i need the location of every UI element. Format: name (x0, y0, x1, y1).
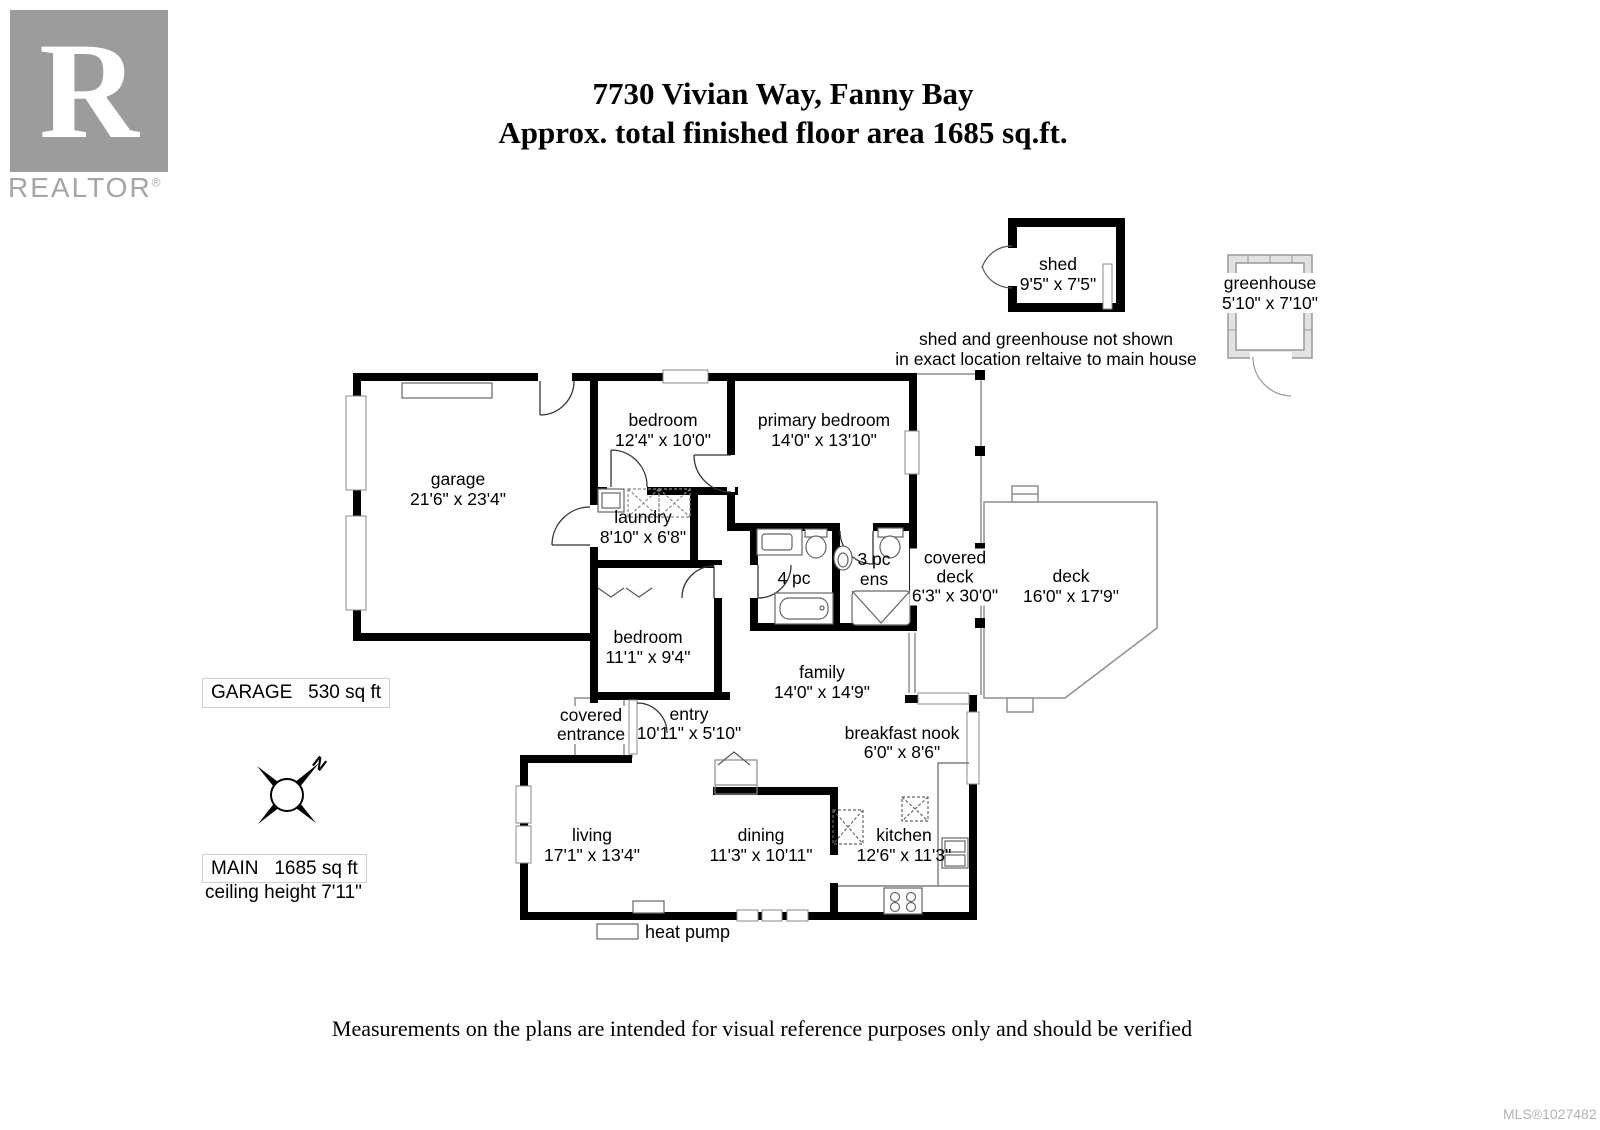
label-living (544, 825, 640, 865)
registered-mark: ® (151, 175, 163, 190)
compass-north-letter: N (308, 752, 331, 775)
covered-entrance-line1: covered (559, 705, 623, 725)
label-bedroom-upper (615, 410, 711, 450)
bath-4pc-name: 4 pc (777, 568, 811, 588)
greenhouse-name: greenhouse (1223, 273, 1317, 293)
shed-dims: 9'5" x 7'5" (1019, 274, 1097, 294)
bedroom-lower-dims: 11'1" x 9'4" (605, 647, 691, 667)
realtor-logo-letter: R (39, 14, 139, 167)
main-area-box: MAIN 1685 sq ft (202, 854, 367, 883)
living-dims: 17'1" x 13'4" (544, 845, 640, 865)
label-entry (637, 705, 741, 743)
shed-name: shed (1039, 254, 1077, 274)
label-garage (410, 469, 506, 509)
kitchen-dims: 12'6" x 11'3" (856, 845, 952, 865)
laundry-dims: 8'10" x 6'8" (599, 527, 687, 547)
label-bath-4pc (777, 568, 810, 588)
title-area: Approx. total finished floor area 1685 sq.ft. (498, 115, 1068, 150)
dining-name: dining (737, 825, 785, 845)
garage-dims: 21'6" x 23'4" (410, 489, 506, 509)
covered-deck-line1: covered (923, 547, 987, 568)
bedroom-upper-dims: 12'4" x 10'0" (615, 430, 711, 450)
greenhouse-dims: 5'10" x 7'10" (1222, 293, 1318, 313)
ceiling-height-text: ceiling height 7'11" (205, 882, 362, 903)
covered-deck-dims: 6'3" x 30'0" (911, 585, 999, 606)
family-name: family (799, 662, 845, 682)
ens-3pc-line2: ens (859, 569, 889, 589)
living-name: living (572, 825, 612, 845)
label-kitchen (857, 825, 952, 865)
bedroom-lower-name: bedroom (613, 627, 683, 647)
primary-bedroom-name: primary bedroom (757, 410, 891, 430)
label-shed (1020, 254, 1097, 294)
garage-name: garage (430, 469, 486, 489)
garage-area-box: GARAGE 530 sq ft (202, 678, 390, 708)
mls-number: MLS®1027482 (1503, 1106, 1597, 1122)
label-greenhouse (1220, 273, 1320, 313)
ens-3pc-line1: 3 pc (857, 549, 891, 569)
breakfast-nook-dims: 6'0" x 8'6" (863, 742, 941, 762)
realtor-wordmark-text: REALTOR (8, 172, 152, 203)
kitchen-name: kitchen (876, 825, 932, 845)
deck-name: deck (1052, 566, 1090, 586)
title-address: 7730 Vivian Way, Fanny Bay (592, 76, 974, 111)
label-laundry (600, 507, 686, 547)
label-bedroom-lower (606, 627, 691, 667)
label-covered-entrance (555, 706, 627, 744)
laundry-name: laundry (614, 507, 672, 527)
entry-dims: 10'11" x 5'10" (636, 723, 742, 743)
entry-name: entry (669, 704, 709, 724)
primary-bedroom-dims: 14'0" x 13'10" (771, 430, 877, 450)
breakfast-nook-name: breakfast nook (844, 723, 960, 743)
deck-dims: 16'0" x 17'9" (1023, 586, 1119, 606)
heat-pump-label: heat pump (645, 922, 731, 942)
covered-deck-line2: deck (936, 566, 974, 587)
note-line1: shed and greenhouse not shown (919, 329, 1173, 349)
label-primary-bedroom (758, 410, 890, 450)
dining-dims: 11'3" x 10'11" (709, 845, 813, 865)
covered-entrance-line2: entrance (556, 724, 626, 744)
label-family (774, 662, 870, 702)
outbuildings-note (895, 330, 1197, 369)
compass-rose-icon (257, 752, 330, 824)
label-covered-deck (910, 549, 1000, 606)
label-deck (1023, 566, 1119, 606)
label-ens-3pc (857, 549, 890, 589)
disclaimer-text: Measurements on the plans are intended for visual reference purposes only and should be verified (331, 1016, 1193, 1041)
label-dining (709, 825, 812, 865)
family-dims: 14'0" x 14'9" (774, 682, 870, 702)
bedroom-upper-name: bedroom (628, 410, 698, 430)
label-breakfast-nook (845, 724, 960, 762)
note-line2: in exact location reltaive to main house (895, 348, 1197, 369)
